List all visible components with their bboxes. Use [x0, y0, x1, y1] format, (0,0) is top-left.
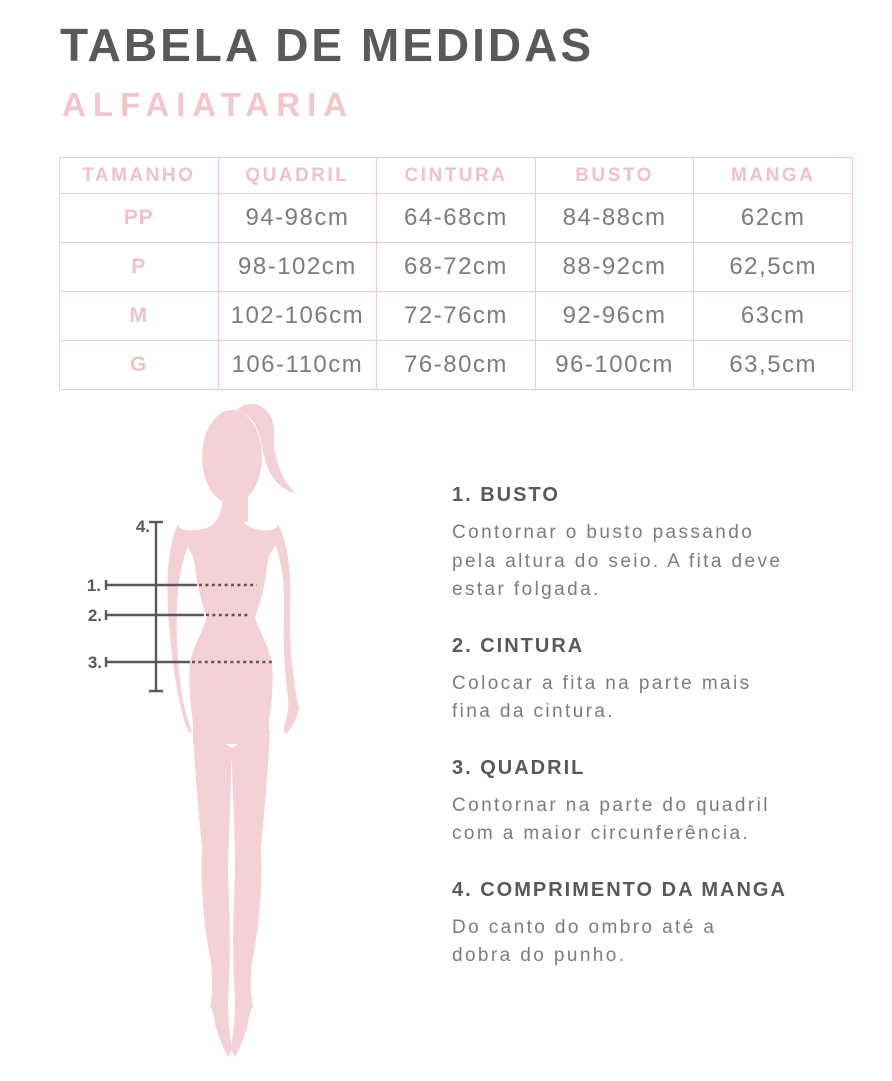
busto-cell: 92-96cm — [535, 292, 694, 341]
measurement-instructions — [452, 484, 884, 1001]
column-header-cintura: CINTURA — [377, 158, 536, 194]
manga-cell: 63cm — [694, 292, 853, 341]
column-header-tamanho: TAMANHO — [60, 158, 219, 194]
measurements-table — [59, 157, 853, 390]
instruction-text-line: Contornar o busto passando — [452, 522, 755, 543]
instruction-text-line: fina da cintura. — [452, 701, 616, 722]
table-row-g — [60, 341, 853, 390]
instruction-text-line: Contornar na parte do quadril — [452, 794, 770, 816]
column-header-busto: BUSTO — [535, 158, 694, 194]
instruction-heading: 2. CINTURA — [452, 634, 585, 657]
cintura-cell: 68-72cm — [377, 243, 536, 292]
marker-label-sleeve: 4. — [135, 517, 150, 536]
column-header-manga: MANGA — [694, 158, 853, 194]
instruction-text-line: estar folgada. — [452, 579, 601, 600]
size-cell: PP — [60, 194, 219, 243]
table-row-pp — [60, 194, 853, 243]
quadril-cell: 94-98cm — [218, 194, 377, 243]
instruction-heading: 3. QUADRIL — [452, 756, 586, 779]
woman-silhouette — [167, 404, 299, 1057]
instruction-text-line: com a maior circunferência. — [452, 823, 751, 844]
instruction-section-cintura — [452, 635, 884, 727]
instruction-section-manga — [452, 879, 884, 971]
page-subtitle: ALFAIATARIA — [62, 86, 355, 123]
body-measurement-diagram — [80, 400, 380, 1060]
table-row-p — [60, 243, 853, 292]
manga-cell: 63,5cm — [694, 341, 853, 390]
instruction-heading: 4. COMPRIMENTO DA MANGA — [452, 878, 787, 901]
table-row-m — [60, 292, 853, 341]
marker-label-hip: 3. — [87, 653, 102, 672]
instruction-section-busto — [452, 484, 884, 605]
table-header-row — [60, 158, 853, 194]
manga-cell: 62cm — [694, 194, 853, 243]
cintura-cell: 76-80cm — [377, 341, 536, 390]
instruction-text-line: pela altura do seio. A fita deve — [452, 550, 783, 572]
instruction-section-quadril — [452, 757, 884, 849]
manga-cell: 62,5cm — [694, 243, 853, 292]
cintura-cell: 72-76cm — [377, 292, 536, 341]
marker-label-bust: 1. — [86, 576, 101, 595]
busto-cell: 88-92cm — [535, 243, 694, 292]
instruction-text-line: dobra do punho. — [452, 945, 627, 966]
instruction-text-line: Do canto do ombro até a — [452, 916, 717, 938]
instruction-text-line: Colocar a fita na parte mais — [452, 672, 752, 694]
page-title: TABELA DE MEDIDAS — [60, 19, 594, 71]
marker-label-waist: 2. — [87, 606, 102, 625]
quadril-cell: 98-102cm — [218, 243, 377, 292]
busto-cell: 96-100cm — [535, 341, 694, 390]
busto-cell: 84-88cm — [535, 194, 694, 243]
size-cell: P — [60, 243, 219, 292]
quadril-cell: 102-106cm — [218, 292, 377, 341]
size-cell: M — [60, 292, 219, 341]
column-header-quadril: QUADRIL — [218, 158, 377, 194]
cintura-cell: 64-68cm — [377, 194, 536, 243]
quadril-cell: 106-110cm — [218, 341, 377, 390]
instruction-heading: 1. BUSTO — [452, 484, 560, 506]
size-cell: G — [60, 341, 219, 390]
